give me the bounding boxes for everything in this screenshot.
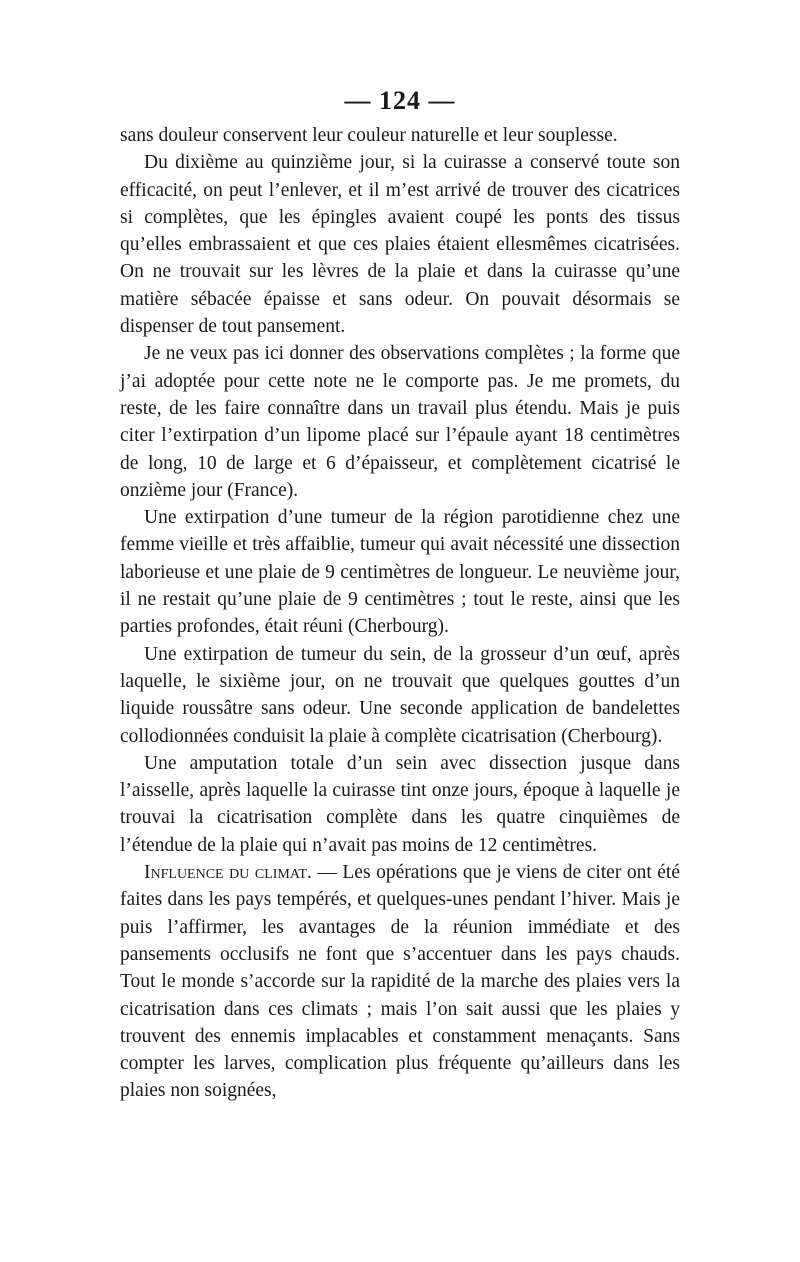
paragraph-3: Je ne veux pas ici donner des observations complètes ; la forme que j’ai adoptée pour cette note ne le comporte pas. Je me promets, du reste, de les faire connaître dans un travail plus étendu. Mais je puis citer l’extirpation d’un lipome placé sur l’épaule ayant 18 centimètres de long, 10 de large et 6 d’épaisseur, et complètement cicatrisé le onzième jour (France). [120,343,680,501]
paragraph-5: Une extirpation de tumeur du sein, de la grosseur d’un œuf, après laquelle, le sixième jour, on ne trouvait que quelques gouttes d’un liquide roussâtre sans odeur. Une seconde application de bandelettes collodionnées conduisit la plaie à complète cicatrisation (Cherbourg). [120,643,680,747]
paragraph-1: sans douleur conservent leur couleur naturelle et leur souplesse. [120,125,618,146]
paragraph-2: Du dixième au quinzième jour, si la cuirasse a conservé toute son efficacité, on peut l’enlever, et il m’est arrivé de trouver des cicatrices si complètes, que les épingles avaient coupé les ponts des tissus qu’elles embrassaient et que ces plaies étaient ellesmêmes cicatrisées. On ne trouvait sur les lèvres de la plaie et dans la cuirasse qu’une matière sébacée épaisse et sans odeur. On pouvait désormais se dispenser de tout pansement. [120,152,680,338]
body-text [120,122,680,1105]
paragraph-4: Une extirpation d’une tumeur de la région parotidienne chez une femme vieille et très affaiblie, tumeur qui avait nécessité une dissection laborieuse et une plaie de 9 centimètres de longueur. Le neuvième jour, il ne restait qu’une plaie de 9 centimètres ; tout le reste, ainsi que les parties profondes, était réuni (Cherbourg). [120,507,680,638]
paragraph-6: Une amputation totale d’un sein avec dissection jusque dans l’aisselle, après laquelle la cuirasse tint onze jours, époque à laquelle je trouvai la cicatrisation complète dans les quatre cinquièmes de l’étendue de la plaie qui n’avait pas moins de 12 centimètres. [120,752,680,856]
page-number: — 124 — [344,86,456,115]
section-heading: Influence du climat. [144,862,312,884]
paragraph-7 [120,859,680,1105]
paragraph-7-text: — Les opérations que je viens de citer ont été faites dans les pays tempérés, et quelques-unes pendant l’hiver. Mais je puis l’affirmer, les avantages de la réunion immédiate et des pansements occlusifs ne font que s’accentuer dans les pays chauds. Tout le monde s’accorde sur la rapidité de la marche des plaies vers la cicatrisation dans ces climats ; mais l’on sait aussi que les plaies y trouvent des ennemis implacables et constamment menaçants. Sans compter les larves, complication plus fréquente qu’ailleurs dans les plaies non soignées, [120,862,681,1102]
